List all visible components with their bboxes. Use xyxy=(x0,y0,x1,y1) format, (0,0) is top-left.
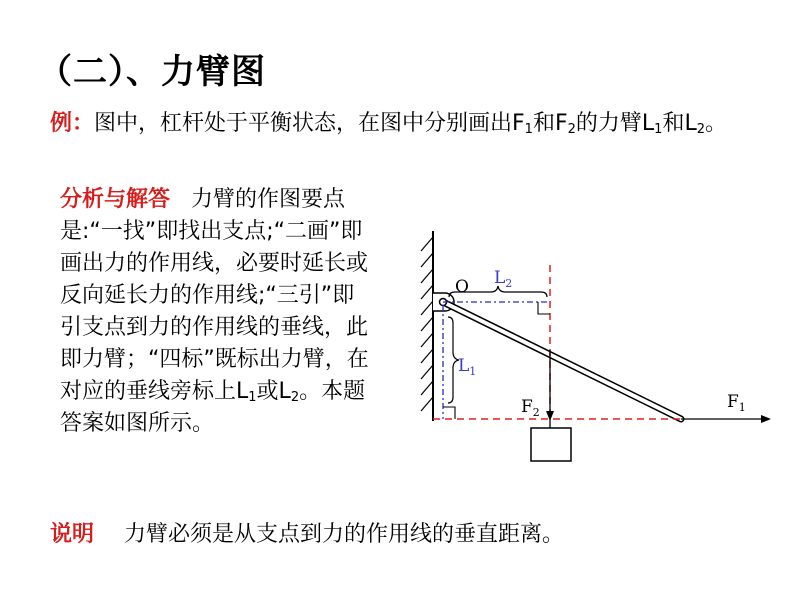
l1-right-angle xyxy=(443,407,455,419)
example-sub-3: 1 xyxy=(654,122,663,137)
example-sub-4: 2 xyxy=(696,122,705,137)
f1-label: $F_1$ xyxy=(727,392,746,414)
example-paragraph xyxy=(50,108,750,140)
page-title: （二）、力臂图 xyxy=(38,52,266,92)
f2-label: $F_2$ xyxy=(521,397,540,419)
example-label: 例： xyxy=(50,111,95,136)
example-text-4: 和L xyxy=(662,111,697,136)
f1-arrow-head xyxy=(761,415,771,423)
example-sub-1: 1 xyxy=(524,122,533,137)
analysis-text-1: 力臂的作图要点是:“一找”即找出支点;“二画”即画出力的作用线，必要时延长或反向延长力的作用线;“三引”即引支点到力的作用线的垂线，此即力臂；“四标”既标出力臂，在对应的垂线旁标上L xyxy=(60,187,369,404)
l2-right-angle xyxy=(538,302,550,314)
weight-block xyxy=(531,428,571,461)
note-label: 说明 xyxy=(50,522,95,547)
analysis-sub-1: 1 xyxy=(248,390,257,405)
example-text-5: 。 xyxy=(704,111,727,136)
analysis-text-2: 或L xyxy=(256,379,291,404)
example-sub-2: 2 xyxy=(567,122,576,137)
analysis-paragraph xyxy=(60,184,372,440)
wall xyxy=(421,231,433,421)
pivot-label: O xyxy=(455,277,469,297)
note-paragraph xyxy=(50,519,564,551)
analysis-text-3: 。本题答案如图所示。 xyxy=(60,379,366,436)
l1-label: $L_1$ xyxy=(458,356,477,378)
analysis-sub-2: 2 xyxy=(290,390,300,405)
analysis-label: 分析与解答 xyxy=(60,187,171,212)
example-text-2: 和F xyxy=(532,111,568,136)
example-text-1: 图中，杠杆处于平衡状态，在图中分别画出F xyxy=(94,111,525,136)
note-text: 力臂必须是从支点到力的作用线的垂直距离。 xyxy=(124,522,565,547)
lever-diagram xyxy=(405,225,775,470)
example-text-3: 的力臂L xyxy=(575,111,655,136)
l2-label: $L_2$ xyxy=(494,268,513,290)
lever-bar xyxy=(443,302,681,419)
